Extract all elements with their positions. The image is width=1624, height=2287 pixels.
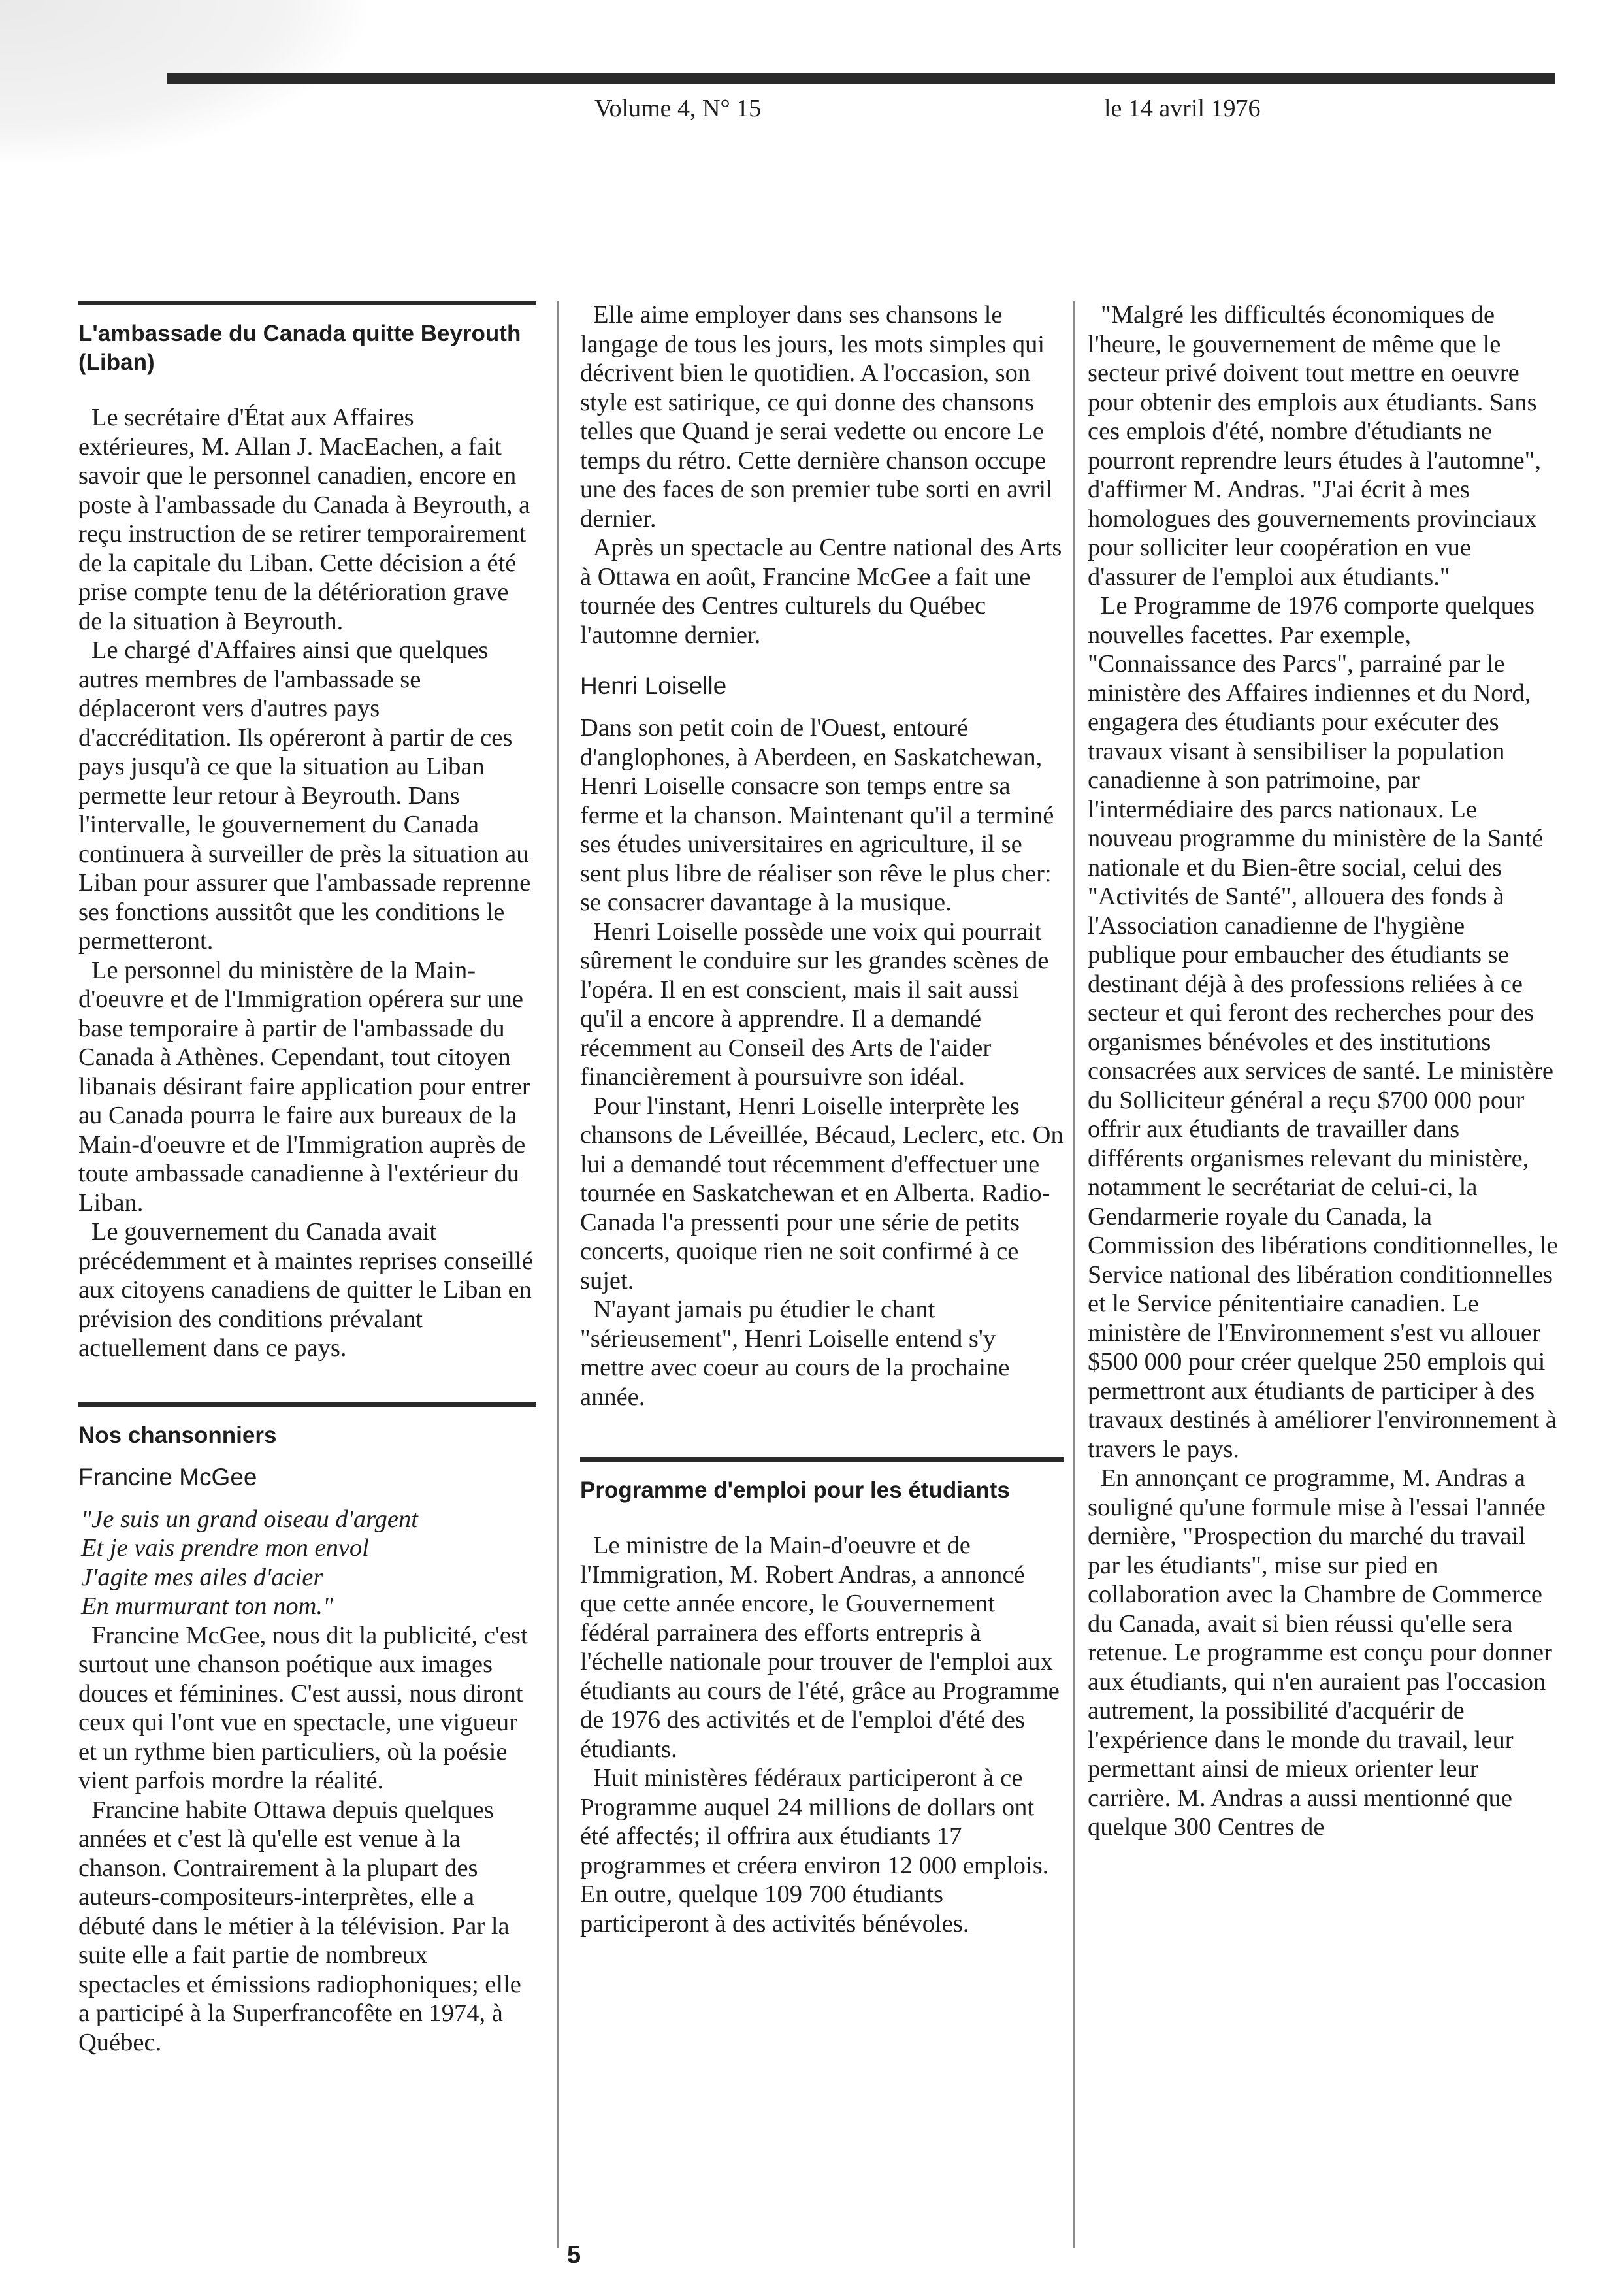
body-paragraph: Le Programme de 1976 comporte quelques nouvelles facettes. Par exemple, "Connaissance des Parcs", parrainé par le ministère des Affaires indiennes et du Nord, engagera des étudiants pour exécuter des travaux visant à sensibiliser la population canadienne à son patrimoine, par l'intermédiaire des parcs nationaux. Le nouveau programme du ministère de la Santé nationale et du Bien-être social, celui des "Activités de Santé", allouera des fonds à l'Association canadienne de l'hygiène publique pour embaucher des étudiants se destinant déjà à des professions reliées à ce secteur et qui feront des recherches pour des organismes bénévoles et des institutions consacrées aux services de santé. Le ministère du Solliciteur général a reçu $700 000 pour offrir aux étudiants de travailler dans différents organismes relevant du ministère, notamment le secrétariat de celui-ci, la Gendarmerie royale du Canada, la Commission des libérations conditionnelles, le Service national des libération conditionnelles et le Service pénitentiaire canadien. Le ministère de l'Environnement s'est vu allouer $500 000 pour créer quelque 250 emplois qui permettront aux étudiants de participer à des travaux destinés à améliorer l'environnement à travers le pays.	[1088, 592, 1558, 1463]
column-3	[1088, 301, 1558, 2248]
section-rule	[78, 1402, 536, 1407]
headline-programme-emploi: Programme d'emploi pour les étudiants	[580, 1477, 1010, 1503]
column-divider	[1073, 301, 1075, 2248]
body-paragraph: Dans son petit coin de l'Ouest, entouré d'anglophones, à Aberdeen, en Saskatchewan, Henri Loiselle consacre son temps entre sa ferme et la chanson. Maintenant qu'il a terminé ses études universitaires en agriculture, il se sent plus libre de réaliser son rêve le plus cher: se consacrer davantage à la musique.	[580, 714, 1054, 916]
verse-line: En murmurant ton nom."	[81, 1592, 334, 1620]
body-paragraph: Le chargé d'Affaires ainsi que quelques autres membres de l'ambassade se déplaceront vers d'autres pays d'accréditation. Ils opéreront à partir de ces pays jusqu'à ce que la situation au Liban permette leur retour à Beyrouth. Dans l'intervalle, le gouvernement du Canada continuera à surveiller de près la situation au Liban pour assurer que l'ambassade reprenne ses fonctions aussitôt que les conditions le permetteront.	[78, 636, 531, 955]
body-paragraph: Le gouvernement du Canada avait précédemment et à maintes reprises conseillé aux citoyens canadiens de quitter le Liban en prévision des conditions prévalant actuellement dans ce pays.	[78, 1218, 533, 1362]
subhead-henri-loiselle: Henri Loiselle	[580, 672, 727, 699]
verse-line: "Je suis un grand oiseau d'argent	[81, 1505, 418, 1533]
body-paragraph: N'ayant jamais pu étudier le chant "sérieusement", Henri Loiselle entend s'y mettre avec coeur au cours de la prochaine année.	[580, 1296, 1010, 1411]
issue-volume: Volume 4, N° 15	[594, 95, 762, 122]
headline-embassy: L'ambassade du Canada quitte Beyrouth (Liban)	[78, 321, 521, 375]
verse-line: Et je vais prendre mon envol	[81, 1534, 369, 1562]
column-1	[78, 301, 536, 2248]
body-paragraph: Après un spectacle au Centre national des Arts à Ottawa en août, Francine McGee a fait une tournée des Centres culturels du Québec l'automne dernier.	[580, 534, 1062, 649]
body-paragraph: Francine habite Ottawa depuis quelques années et c'est là qu'elle est venue à la chanson. Contrairement à la plupart des auteurs-compositeurs-interprètes, elle a débuté dans le métier à la télévision. Par la suite elle a fait partie de nombreux spectacles et émissions radiophoniques; elle a participé à la Superfrancofête en 1974, à Québec.	[78, 1796, 521, 2056]
page-number: 5	[567, 2241, 581, 2269]
column-2	[580, 301, 1064, 2248]
body-paragraph: Le personnel du ministère de la Main-d'oeuvre et de l'Immigration opérera sur une base temporaire à partir de l'ambassade du Canada à Athènes. Cependant, tout citoyen libanais désirant faire application pour entrer au Canada pourra le faire aux bureaux de la Main-d'oeuvre et de l'Immigration auprès de toute ambassade canadienne à l'extérieur du Liban.	[78, 956, 530, 1217]
body-paragraph: Henri Loiselle possède une voix qui pourrait sûrement le conduire sur les grandes scènes de l'opéra. Il en est conscient, mais il sait aussi qu'il a encore à apprendre. Il a demandé récemment au Conseil des Arts de l'aider financièrement à poursuivre son idéal.	[580, 917, 1049, 1091]
body-paragraph: Pour l'instant, Henri Loiselle interprète les chansons de Léveillée, Bécaud, Leclerc, etc. On lui a demandé tout récemment d'effectuer une tournée en Saskatchewan et en Alberta. Radio-Canada l'a pressenti pour une série de petits concerts, quoique rien ne soit confirmé à ce sujet.	[580, 1092, 1064, 1294]
body-paragraph: Le secrétaire d'État aux Affaires extérieures, M. Allan J. MacEachen, a fait savoir que le personnel canadien, encore en poste à l'ambassade du Canada à Beyrouth, a reçu instruction de se retirer temporairement de la capitale du Liban. Cette décision a été prise compte tenu de la détérioration grave de la situation à Beyrouth.	[78, 404, 530, 635]
body-paragraph: Le ministre de la Main-d'oeuvre et de l'Immigration, M. Robert Andras, a annoncé que cette année encore, le Gouvernement fédéral parrainera des efforts entrepris à l'échelle nationale pour trouver de l'emploi aux étudiants au cours de l'été, grâce au Programme de 1976 des activités et de l'emploi d'été des étudiants.	[580, 1532, 1060, 1763]
body-paragraph: Francine McGee, nous dit la publicité, c'est surtout une chanson poétique aux images douces et féminines. C'est aussi, nous diront ceux qui l'ont vue en spectacle, une vigueur et un rythme bien particuliers, où la poésie vient parfois mordre la réalité.	[78, 1621, 528, 1794]
body-paragraph: Elle aime employer dans ses chansons le langage de tous les jours, les mots simples qui décrivent bien le quotidien. A l'occasion, son style est satirique, ce qui donne des chansons telles que Quand je serai vedette ou encore Le temps du rétro. Cette dernière chanson occupe une des faces de son premier tube sorti en avril dernier.	[580, 301, 1053, 533]
column-divider	[557, 301, 559, 2248]
masthead-rule	[167, 73, 1555, 84]
section-rule	[78, 301, 536, 305]
section-rule	[580, 1457, 1064, 1462]
body-paragraph: "Malgré les difficultés économiques de l'heure, le gouvernement de même que le secteur privé doivent tout mettre en oeuvre pour obtenir des emplois aux étudiants. Sans ces emplois d'été, nombre d'étudiants ne pourront reprendre leurs études à l'automne", d'affirmer M. Andras. "J'ai écrit à mes homologues des gouvernements provinciaux pour solliciter leur coopération en vue d'assurer de l'emploi aux étudiants."	[1088, 301, 1542, 591]
headline-chansonniers: Nos chansonniers	[78, 1422, 277, 1448]
verse-line: J'agite mes ailes d'acier	[81, 1563, 323, 1591]
issue-date: le 14 avril 1976	[1104, 95, 1261, 122]
body-paragraph: Huit ministères fédéraux participeront à ce Programme auquel 24 millions de dollars ont été affectés; il offrira aux étudiants 17 programmes et créera environ 12 000 emplois. En outre, quelque 109 700 étudiants participeront à des activités bénévoles.	[580, 1764, 1049, 1937]
body-paragraph: En annonçant ce programme, M. Andras a souligné qu'une formule mise à l'essai l'année dernière, "Prospection du marché du travail par les étudiants", mise sur pied en collaboration avec la Chambre de Commerce du Canada, avait si bien réussi qu'elle sera retenue. Le programme est conçu pour donner aux étudiants, qui n'en auraient pas l'occasion autrement, la possibilité d'acquérir de l'expérience dans le monde du travail, leur permettant ainsi de mieux orienter leur carrière. M. Andras a aussi mentionné que quelque 300 Centres de	[1088, 1464, 1552, 1841]
subhead-francine-mcgee: Francine McGee	[78, 1463, 257, 1490]
